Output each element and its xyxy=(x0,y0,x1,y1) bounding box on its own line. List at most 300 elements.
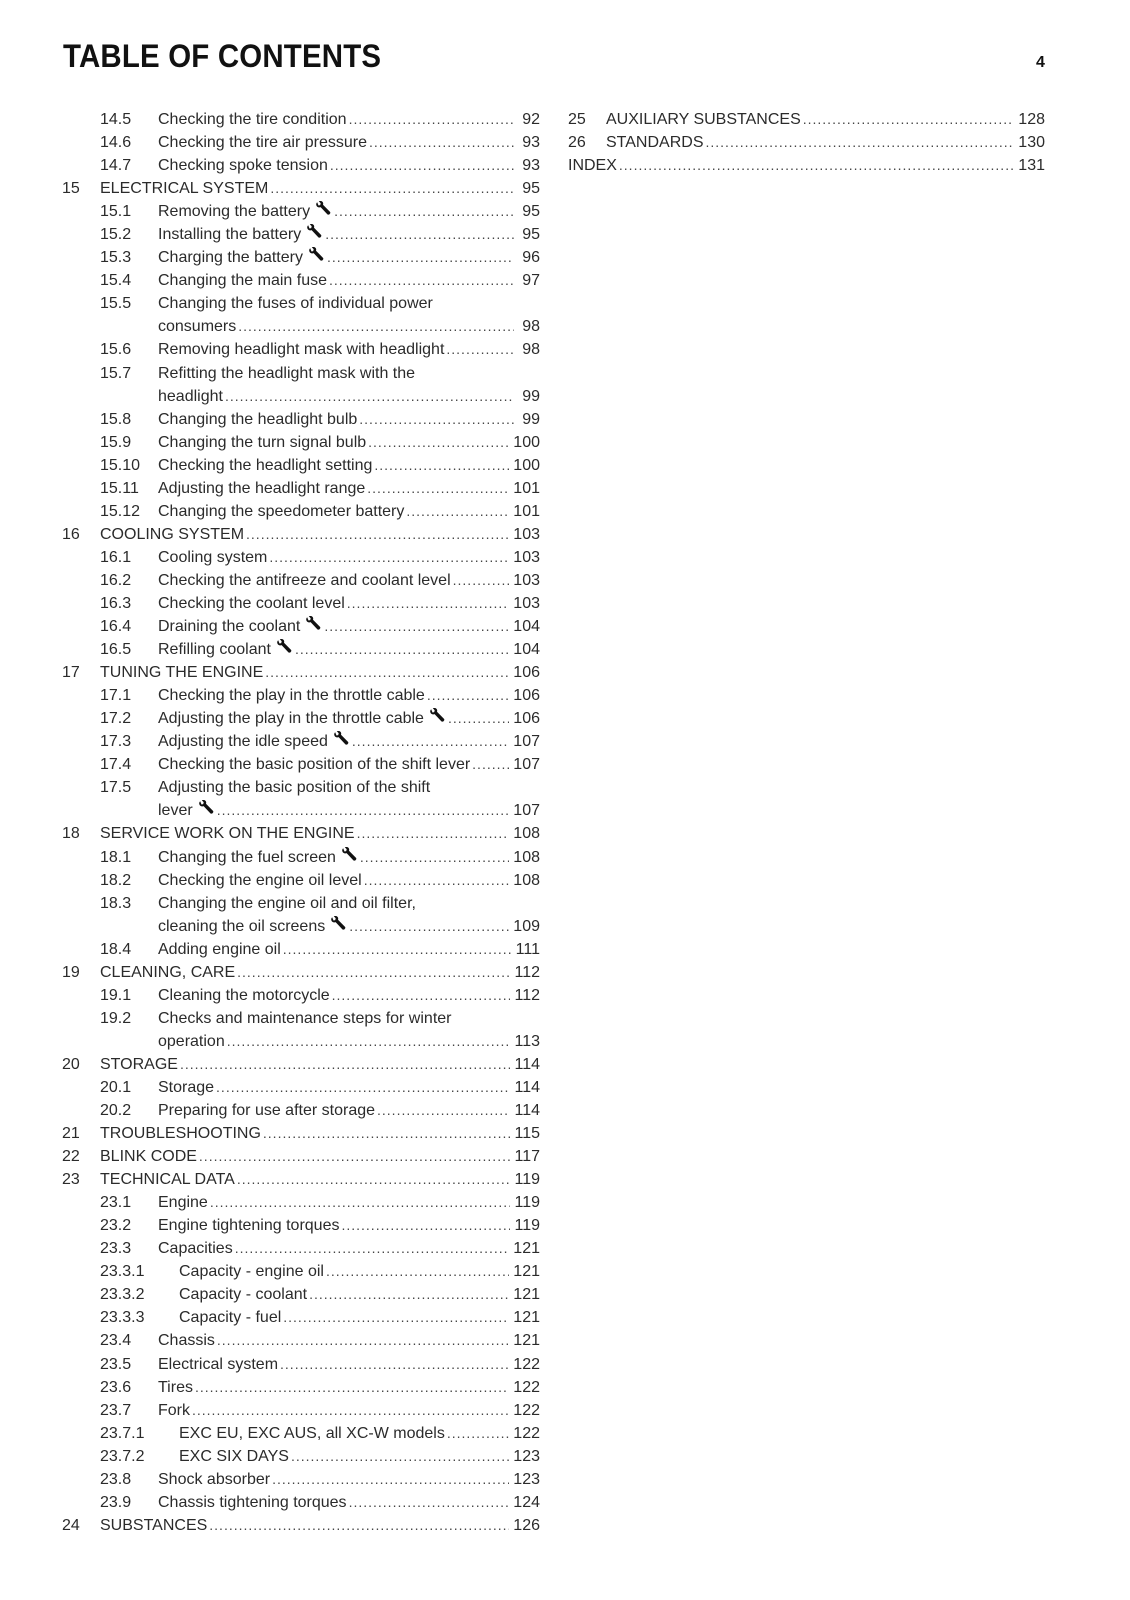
section-number: 17.2 xyxy=(100,710,132,728)
wrench-icon xyxy=(333,730,350,745)
section-title: Checking the coolant level xyxy=(158,594,345,612)
page-reference: 107 xyxy=(513,733,540,751)
section-number: 14.7 xyxy=(100,157,132,175)
toc-entry[interactable] xyxy=(62,1168,540,1191)
dot-leader xyxy=(453,569,510,592)
section-number: 17.5 xyxy=(100,779,132,797)
page-reference: 119 xyxy=(514,1217,540,1235)
section-title: Adjusting the idle speed xyxy=(158,733,328,751)
page-reference: 122 xyxy=(513,1378,540,1396)
dot-leader xyxy=(217,799,510,822)
toc-entry[interactable] xyxy=(62,454,540,477)
section-title: Electrical system xyxy=(158,1355,279,1373)
section-number: 17.3 xyxy=(100,733,132,751)
page-reference: 98 xyxy=(522,341,540,359)
section-title: Capacity - coolant xyxy=(179,1286,308,1304)
dot-leader xyxy=(209,1514,509,1537)
section-number: 18 xyxy=(62,825,80,843)
toc-entry[interactable] xyxy=(568,131,1045,154)
toc-entry[interactable] xyxy=(568,108,1045,131)
section-number: 23.8 xyxy=(100,1470,132,1488)
toc-entry[interactable] xyxy=(62,592,540,615)
dot-leader xyxy=(270,177,514,200)
section-title: Changing the fuel screen xyxy=(158,848,336,866)
section-number: 15.11 xyxy=(100,479,139,497)
dot-leader xyxy=(803,108,1015,131)
page-reference: 121 xyxy=(513,1286,540,1304)
dot-leader xyxy=(265,661,509,684)
section-number: 23.3.3 xyxy=(100,1309,145,1327)
toc-entry[interactable] xyxy=(62,1445,540,1468)
toc-entry[interactable] xyxy=(62,1260,540,1283)
section-number: 23.3 xyxy=(100,1240,132,1258)
section-title: Checks and maintenance steps for winter xyxy=(158,1009,452,1027)
dot-leader xyxy=(210,1191,511,1214)
section-number: 17.1 xyxy=(100,687,132,705)
dot-leader xyxy=(364,869,510,892)
section-title: Changing the main fuse xyxy=(158,272,327,290)
dot-leader xyxy=(406,500,509,523)
section-title: SERVICE WORK ON THE ENGINE xyxy=(100,825,355,843)
toc-entry[interactable] xyxy=(62,615,540,638)
section-title: Capacity - engine oil xyxy=(179,1263,324,1281)
page-reference: 97 xyxy=(522,272,540,290)
page-reference: 100 xyxy=(513,433,540,451)
page-reference: 119 xyxy=(514,1194,540,1212)
page-reference: 93 xyxy=(522,157,540,175)
toc-entry[interactable] xyxy=(62,638,540,661)
page-reference: 108 xyxy=(513,848,540,866)
toc-entry[interactable] xyxy=(62,776,540,822)
toc-entry[interactable] xyxy=(62,108,540,131)
section-title: ELECTRICAL SYSTEM xyxy=(100,180,269,198)
page-reference: 119 xyxy=(514,1171,540,1189)
section-number: 23.3.2 xyxy=(100,1286,145,1304)
page-reference: 112 xyxy=(514,963,540,981)
section-title: Checking the antifreeze and coolant level xyxy=(158,571,451,589)
section-title: AUXILIARY SUBSTANCES xyxy=(606,111,801,128)
section-title: EXC SIX DAYS xyxy=(179,1447,289,1465)
toc-entry[interactable] xyxy=(62,1122,540,1145)
toc-entry[interactable] xyxy=(62,869,540,892)
section-title: Checking spoke tension xyxy=(158,157,328,175)
section-title: Engine xyxy=(158,1194,208,1212)
section-number: 15.10 xyxy=(100,456,141,474)
dot-leader xyxy=(332,984,511,1007)
section-title: Checking the play in the throttle cable xyxy=(158,687,425,705)
dot-leader xyxy=(368,431,509,454)
section-number: 26 xyxy=(568,134,586,152)
page-reference: 114 xyxy=(514,1102,540,1120)
section-title: Changing the fuses of individual power xyxy=(158,295,433,313)
section-number: 15.7 xyxy=(100,364,132,382)
toc-entry[interactable] xyxy=(62,1514,540,1537)
toc-entry[interactable] xyxy=(62,1353,540,1376)
dot-leader xyxy=(706,131,1015,154)
section-number: 18.2 xyxy=(100,871,132,889)
section-number: 23.6 xyxy=(100,1378,132,1396)
toc-entry[interactable] xyxy=(62,1053,540,1076)
section-number: 23 xyxy=(62,1171,80,1189)
page-reference: 98 xyxy=(522,318,540,336)
toc-entry[interactable] xyxy=(62,753,540,776)
section-title: Chassis tightening torques xyxy=(158,1493,347,1511)
dot-leader xyxy=(309,1283,509,1306)
page-reference: 121 xyxy=(513,1309,540,1327)
section-title: Charging the battery xyxy=(158,249,303,267)
section-number: 24 xyxy=(62,1516,80,1534)
section-number: 19 xyxy=(62,963,80,981)
section-title: CLEANING, CARE xyxy=(100,963,236,981)
toc-entry[interactable] xyxy=(62,338,540,361)
section-number: 16 xyxy=(62,525,80,543)
section-number: 23.7.1 xyxy=(100,1424,145,1442)
page-reference: 99 xyxy=(522,387,540,405)
toc-entry[interactable] xyxy=(62,1191,540,1214)
toc-entry[interactable] xyxy=(62,1468,540,1491)
dot-leader xyxy=(327,246,514,269)
dot-leader xyxy=(237,961,510,984)
page-reference: 109 xyxy=(513,917,540,935)
page-reference: 117 xyxy=(514,1148,540,1166)
toc-entry[interactable] xyxy=(62,1306,540,1329)
dot-leader xyxy=(374,454,509,477)
dot-leader xyxy=(448,707,509,730)
section-title: TROUBLESHOOTING xyxy=(100,1125,261,1143)
page-reference: 101 xyxy=(513,479,540,497)
dot-leader xyxy=(269,546,509,569)
toc-entry[interactable] xyxy=(62,546,540,569)
section-number: 22 xyxy=(62,1148,80,1166)
page-reference: 103 xyxy=(513,525,540,543)
toc-entry[interactable] xyxy=(62,477,540,500)
dot-leader xyxy=(192,1399,509,1422)
toc-entry[interactable] xyxy=(62,1076,540,1099)
toc-entry[interactable] xyxy=(62,223,540,246)
section-title: STORAGE xyxy=(100,1055,178,1073)
dot-leader xyxy=(472,753,509,776)
section-number: 17.4 xyxy=(100,756,132,774)
section-number: 25 xyxy=(568,111,586,128)
section-number: 15.12 xyxy=(100,502,141,520)
section-number: 17 xyxy=(62,664,80,682)
section-title: Chassis xyxy=(158,1332,215,1350)
section-title: Shock absorber xyxy=(158,1470,271,1488)
toc-entry[interactable] xyxy=(62,846,540,869)
dot-leader xyxy=(280,1353,509,1376)
toc-entry[interactable] xyxy=(568,154,1045,177)
section-number: 15.5 xyxy=(100,295,132,313)
toc-entry[interactable] xyxy=(62,269,540,292)
page-reference: 100 xyxy=(513,456,540,474)
page-reference: 104 xyxy=(513,618,540,636)
page-reference: 95 xyxy=(522,180,540,198)
section-number: 23.2 xyxy=(100,1217,132,1235)
dot-leader xyxy=(334,200,514,223)
dot-leader xyxy=(283,938,512,961)
section-number: 14.6 xyxy=(100,134,132,152)
section-title: STANDARDS xyxy=(606,134,704,152)
page-reference: 108 xyxy=(513,825,540,843)
dot-leader xyxy=(217,1329,509,1352)
dot-leader xyxy=(225,385,514,408)
page-reference: 122 xyxy=(513,1401,540,1419)
section-title: Cleaning the motorcycle xyxy=(158,986,330,1004)
dot-leader xyxy=(367,477,509,500)
page-reference: 130 xyxy=(1018,134,1045,152)
dot-leader xyxy=(272,1468,509,1491)
section-number: 15.4 xyxy=(100,272,132,290)
section-title: Removing headlight mask with headlight xyxy=(158,341,445,359)
section-number: 15.2 xyxy=(100,226,132,244)
toc-entry[interactable] xyxy=(62,1399,540,1422)
page-reference: 114 xyxy=(514,1055,540,1073)
section-number: 23.4 xyxy=(100,1332,132,1350)
section-title-continued: consumers xyxy=(158,318,237,336)
toc-entry[interactable] xyxy=(62,1007,540,1053)
toc-entry[interactable] xyxy=(62,961,540,984)
dot-leader xyxy=(199,1145,511,1168)
toc-entry[interactable] xyxy=(62,1237,540,1260)
toc-entry[interactable] xyxy=(62,684,540,707)
wrench-icon xyxy=(305,615,322,630)
section-title-continued: cleaning the oil screens xyxy=(158,917,326,935)
section-title: SUBSTANCES xyxy=(100,1516,208,1534)
wrench-icon xyxy=(306,223,323,238)
section-title: Tires xyxy=(158,1378,193,1396)
section-title: Adjusting the headlight range xyxy=(158,479,366,497)
section-title-continued: lever xyxy=(158,802,193,820)
section-title-continued: headlight xyxy=(158,387,223,405)
section-number: 14.5 xyxy=(100,111,132,128)
section-title: Adjusting the play in the throttle cable xyxy=(158,710,424,728)
dot-leader xyxy=(291,1445,509,1468)
page-reference: 107 xyxy=(513,802,540,820)
toc-entry[interactable] xyxy=(62,984,540,1007)
toc-entry[interactable] xyxy=(62,730,540,753)
dot-leader xyxy=(359,408,514,431)
section-number: 23.5 xyxy=(100,1355,132,1373)
section-number: 16.2 xyxy=(100,571,132,589)
toc-entry[interactable] xyxy=(62,892,540,938)
section-number: 23.7 xyxy=(100,1401,132,1419)
section-number: 18.1 xyxy=(100,848,132,866)
section-title: Adding engine oil xyxy=(158,940,281,958)
toc-entry[interactable] xyxy=(62,938,540,961)
section-number: 20.2 xyxy=(100,1102,132,1120)
toc-entry[interactable] xyxy=(62,292,540,338)
section-number: 15.8 xyxy=(100,410,132,428)
section-title: Checking the headlight setting xyxy=(158,456,373,474)
section-number: 18.3 xyxy=(100,894,132,912)
page-reference: 114 xyxy=(514,1078,540,1096)
toc-entry[interactable] xyxy=(62,431,540,454)
dot-leader xyxy=(446,338,514,361)
dot-leader xyxy=(369,131,514,154)
section-number: 15.9 xyxy=(100,433,132,451)
page-reference: 106 xyxy=(513,687,540,705)
toc-entry[interactable] xyxy=(62,1283,540,1306)
page-reference: 112 xyxy=(514,986,540,1004)
toc-entry[interactable] xyxy=(62,1145,540,1168)
page-reference: 121 xyxy=(513,1263,540,1281)
section-title: Installing the battery xyxy=(158,226,302,244)
toc-entry[interactable] xyxy=(62,408,540,431)
dot-leader xyxy=(238,315,514,338)
page-reference: 104 xyxy=(513,641,540,659)
toc-entry[interactable] xyxy=(62,500,540,523)
section-title-continued: operation xyxy=(158,1032,225,1050)
wrench-icon xyxy=(429,707,446,722)
wrench-icon xyxy=(276,638,293,653)
section-title: EXC EU, EXC AUS, all XC-W models xyxy=(179,1424,445,1442)
toc-right-column xyxy=(568,108,1045,177)
section-title: Changing the turn signal bulb xyxy=(158,433,367,451)
dot-leader xyxy=(347,592,510,615)
section-title: Changing the headlight bulb xyxy=(158,410,358,428)
section-title: Storage xyxy=(158,1078,215,1096)
section-number: 15.3 xyxy=(100,249,132,267)
dot-leader xyxy=(349,108,514,131)
section-number: 19.1 xyxy=(100,986,132,1004)
section-number: 20.1 xyxy=(100,1078,132,1096)
dot-leader xyxy=(324,615,509,638)
section-number: 16.3 xyxy=(100,594,132,612)
toc-entry[interactable] xyxy=(62,569,540,592)
section-title: Checking the tire air pressure xyxy=(158,134,367,152)
section-title: Checking the tire condition xyxy=(158,111,347,128)
section-title: Checking the basic position of the shift lever xyxy=(158,756,471,774)
page-reference: 123 xyxy=(513,1447,540,1465)
wrench-icon xyxy=(308,246,325,261)
toc-left-column xyxy=(62,108,540,1537)
section-title: Refitting the headlight mask with the xyxy=(158,364,416,382)
section-number: 15 xyxy=(62,180,80,198)
section-number: 23.7.2 xyxy=(100,1447,145,1465)
section-title: Changing the speedometer battery xyxy=(158,502,405,520)
toc-entry[interactable] xyxy=(62,661,540,684)
toc-entry[interactable] xyxy=(62,154,540,177)
dot-leader xyxy=(349,1491,510,1514)
dot-leader xyxy=(377,1099,510,1122)
dot-leader xyxy=(326,1260,509,1283)
toc-entry[interactable] xyxy=(62,1099,540,1122)
section-title: Removing the battery xyxy=(158,203,311,221)
section-title: BLINK CODE xyxy=(100,1148,197,1166)
page-reference: 121 xyxy=(513,1240,540,1258)
page-reference: 131 xyxy=(1018,157,1045,175)
dot-leader xyxy=(427,684,509,707)
section-number: 15.6 xyxy=(100,341,132,359)
toc-entry[interactable] xyxy=(62,1329,540,1352)
toc-entry[interactable] xyxy=(62,177,540,200)
page-reference: 128 xyxy=(1018,111,1045,128)
page-reference: 95 xyxy=(522,203,540,221)
toc-entry[interactable] xyxy=(62,1214,540,1237)
section-number: 21 xyxy=(62,1125,80,1143)
wrench-icon xyxy=(341,846,358,861)
page-number: 4 xyxy=(1036,54,1045,71)
page-reference: 113 xyxy=(514,1032,540,1050)
dot-leader xyxy=(341,1214,510,1237)
toc-entry[interactable] xyxy=(62,362,540,408)
section-title: Engine tightening torques xyxy=(158,1217,340,1235)
dot-leader xyxy=(329,269,514,292)
section-title: TECHNICAL DATA xyxy=(100,1171,235,1189)
section-number: 23.1 xyxy=(100,1194,132,1212)
section-title: Draining the coolant xyxy=(158,618,301,636)
page-reference: 107 xyxy=(513,756,540,774)
toc-entry[interactable] xyxy=(62,131,540,154)
section-title: Changing the engine oil and oil filter, xyxy=(158,894,416,912)
section-title: TUNING THE ENGINE xyxy=(100,664,264,682)
section-title: COOLING SYSTEM xyxy=(100,525,245,543)
page-reference: 101 xyxy=(513,502,540,520)
dot-leader xyxy=(246,523,509,546)
page-reference: 92 xyxy=(522,111,540,128)
toc-entry[interactable] xyxy=(62,523,540,546)
dot-leader xyxy=(619,154,1014,177)
page-reference: 126 xyxy=(513,1516,540,1534)
toc-entry[interactable] xyxy=(62,200,540,223)
dot-leader xyxy=(235,1237,510,1260)
dot-leader xyxy=(237,1168,511,1191)
dot-leader xyxy=(195,1376,509,1399)
page-reference: 99 xyxy=(522,410,540,428)
toc-entry[interactable] xyxy=(62,707,540,730)
dot-leader xyxy=(325,223,514,246)
wrench-icon xyxy=(198,799,215,814)
toc-entry[interactable] xyxy=(62,1422,540,1445)
section-number: 15.1 xyxy=(100,203,132,221)
section-title: Refilling coolant xyxy=(158,641,271,659)
page-reference: 93 xyxy=(522,134,540,152)
dot-leader xyxy=(352,730,509,753)
page-reference: 103 xyxy=(513,548,540,566)
dot-leader xyxy=(357,822,510,845)
page-title: TABLE OF CONTENTS xyxy=(63,38,382,74)
dot-leader xyxy=(360,846,509,869)
dot-leader xyxy=(263,1122,511,1145)
section-title: Capacities xyxy=(158,1240,233,1258)
dot-leader xyxy=(180,1053,511,1076)
toc-entry[interactable] xyxy=(62,1376,540,1399)
toc-entry[interactable] xyxy=(62,246,540,269)
section-number: 23.3.1 xyxy=(100,1263,145,1281)
section-title: Preparing for use after storage xyxy=(158,1102,376,1120)
page-reference: 96 xyxy=(522,249,540,267)
section-number: 16.5 xyxy=(100,641,132,659)
toc-entry[interactable] xyxy=(62,1491,540,1514)
dot-leader xyxy=(447,1422,509,1445)
dot-leader xyxy=(330,154,514,177)
page-reference: 115 xyxy=(514,1125,540,1143)
section-number: 18.4 xyxy=(100,940,132,958)
page-reference: 108 xyxy=(513,871,540,889)
section-number: 19.2 xyxy=(100,1009,132,1027)
dot-leader xyxy=(283,1306,509,1329)
dot-leader xyxy=(227,1030,511,1053)
wrench-icon xyxy=(315,200,332,215)
section-title: Adjusting the basic position of the shift xyxy=(158,779,431,797)
section-number: 16.4 xyxy=(100,618,132,636)
page-reference: 111 xyxy=(515,940,540,958)
toc-entry[interactable] xyxy=(62,822,540,845)
section-number: 20 xyxy=(62,1055,80,1073)
section-title: Fork xyxy=(158,1401,190,1419)
page-reference: 106 xyxy=(513,710,540,728)
section-title: Cooling system xyxy=(158,548,268,566)
